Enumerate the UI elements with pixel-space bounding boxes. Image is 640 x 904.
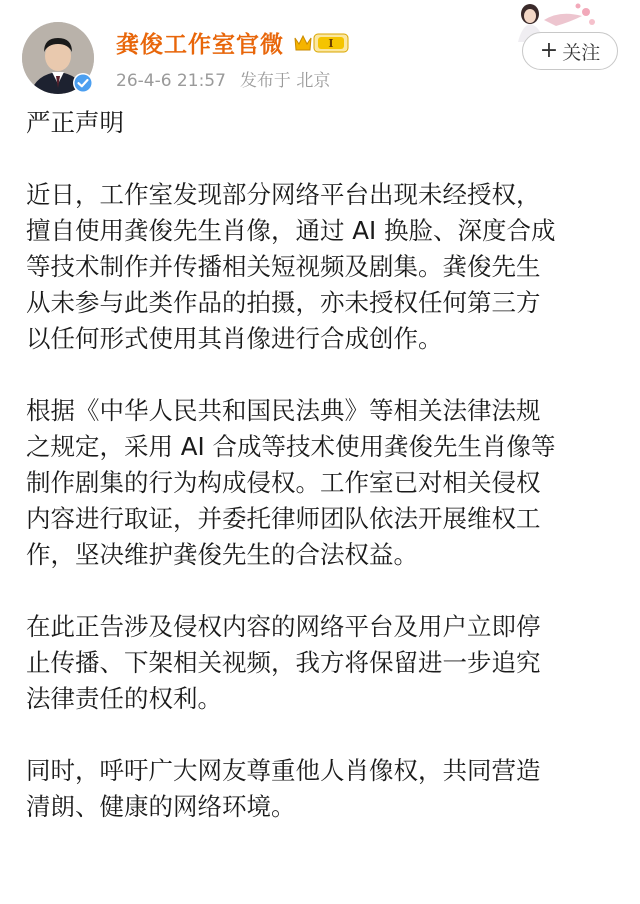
post-header [0, 0, 640, 100]
author-name[interactable]: 龚俊工作室官微 [116, 32, 284, 58]
post-content [26, 105, 622, 825]
paragraph-line: 在此正告涉及侵权内容的网络平台及用户立即停 [26, 612, 541, 641]
paragraph-line: 之规定，采用 AI 合成等技术使用龚俊先生肖像等 [26, 432, 556, 461]
post-time: 26-4-6 21:57 [116, 71, 226, 91]
paragraph-line: 以任何形式使用其肖像进行合成创作。 [26, 324, 443, 353]
statement-title: 严正声明 [26, 108, 124, 137]
paragraph-line: 作，坚决维护龚俊先生的合法权益。 [26, 540, 418, 569]
paragraph-line: 近日，工作室发现部分网络平台出现未经授权， [26, 180, 541, 209]
paragraph-line: 同时，呼吁广大网友尊重他人肖像权，共同营造 [26, 756, 541, 785]
paragraph-line: 内容进行取证，并委托律师团队依法开展维权工 [26, 504, 541, 533]
paragraph-line: 等技术制作并传播相关短视频及剧集。龚俊先生 [26, 252, 541, 281]
paragraph-line: 制作剧集的行为构成侵权。工作室已对相关侵权 [26, 468, 541, 497]
paragraph-line: 清朗、健康的网络环境。 [26, 792, 296, 821]
post-location: 发布于 北京 [239, 71, 331, 91]
paragraph-line: 止传播、下架相关视频，我方将保留进一步追究 [26, 648, 541, 677]
paragraph-line: 从未参与此类作品的拍摄，亦未授权任何第三方 [26, 288, 541, 317]
verified-icon [72, 72, 94, 94]
plus-icon: + [539, 38, 559, 63]
level-badge-icon[interactable] [292, 30, 350, 56]
level-text: I [328, 37, 334, 50]
follow-label: 关注 [562, 41, 601, 64]
post-meta [116, 66, 330, 91]
paragraph-line: 法律责任的权利。 [26, 684, 222, 713]
paragraph-line: 擅自使用龚俊先生肖像，通过 AI 换脸、深度合成 [26, 216, 556, 245]
paragraph-line: 根据《中华人民共和国民法典》等相关法律法规 [26, 396, 541, 425]
follow-button[interactable] [522, 32, 618, 70]
